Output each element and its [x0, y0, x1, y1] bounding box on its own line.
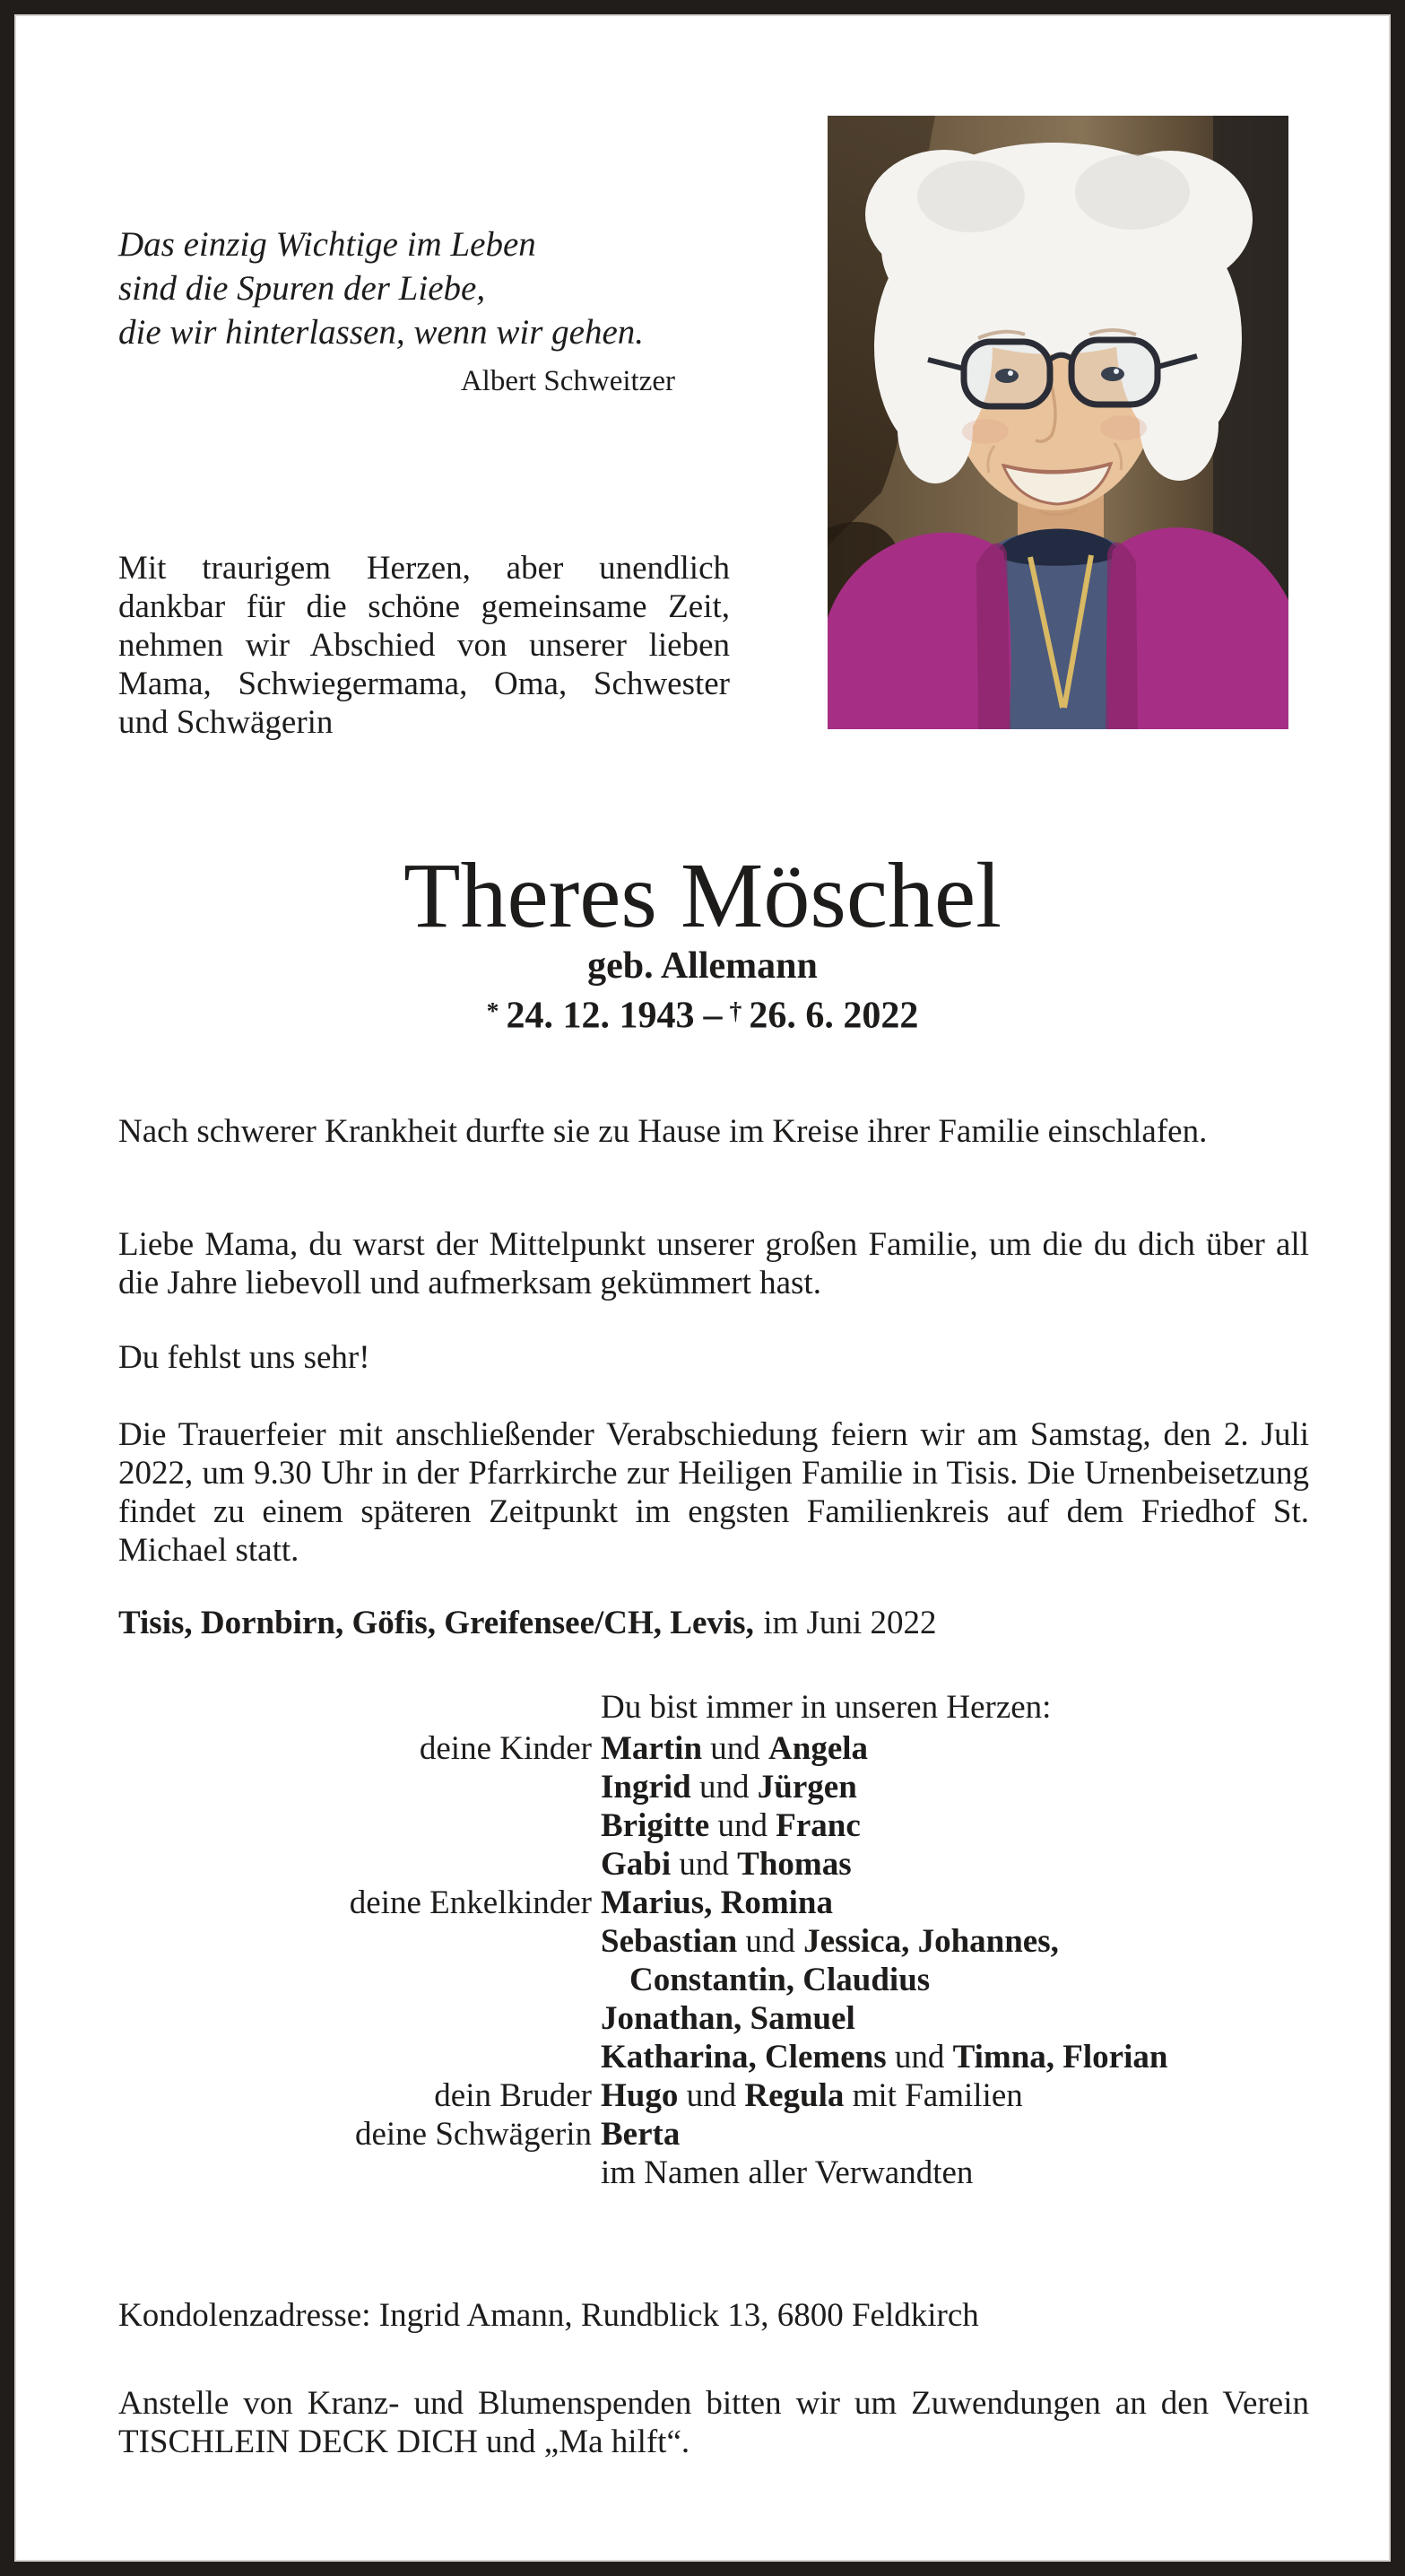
family-row-label: deine Enkelkinder [349, 1884, 592, 1921]
family-row-names [601, 1729, 1338, 1768]
family-row-names [601, 2154, 1338, 2192]
birth-date: 24. 12. 1943 [506, 995, 695, 1037]
family-member-name: Ingrid [601, 1769, 691, 1806]
family-connector-text: im Namen aller Verwandten [601, 2154, 974, 2191]
portrait-illustration [828, 116, 1288, 729]
family-connector-text: und [690, 1769, 758, 1806]
family-connector-text: und [678, 2077, 745, 2114]
donation-note: Anstelle von Kranz- und Blumenspenden bitten wir um Zuwendungen an den Verein TISCHLEIN DECK DICH und „Ma hilft“. [118, 2385, 1309, 2460]
dateline-date: im Juni 2022 [763, 1605, 937, 1641]
family-row-names [601, 1961, 1338, 1999]
death-date: 26. 6. 2022 [749, 995, 919, 1037]
family-row-label [118, 1806, 601, 1845]
family-member-name: Marius, Romina [601, 1884, 833, 1921]
paragraph-missing: Du fehlst uns sehr! [118, 1339, 370, 1376]
family-row-names [601, 1922, 1338, 1961]
family-row-names [601, 2115, 1338, 2154]
memorial-heading: Du bist immer in unseren Herzen: [601, 1689, 1052, 1726]
family-row-names [601, 1806, 1338, 1845]
dates-separator: – [703, 995, 723, 1037]
family-row [118, 2115, 1338, 2154]
paragraph-passing: Nach schwerer Krankheit durfte sie zu Hause im Kreise ihrer Familie einschlafen. [118, 1113, 1208, 1150]
family-row-names [601, 1884, 1338, 1922]
family-row [118, 2076, 1338, 2115]
maiden-name: geb. Allemann [587, 945, 818, 987]
family-row-label: dein Bruder [434, 2077, 592, 2114]
quote-line-2: sind die Spuren der Liebe, [118, 269, 486, 308]
family-member-name: Sebastian [601, 1923, 738, 1960]
family-row-label [118, 1768, 601, 1806]
family-connector-text: mit Familien [844, 2077, 1023, 2114]
family-member-name: Franc [776, 1807, 861, 1844]
family-row [118, 1922, 1338, 1961]
family-row-label [118, 1999, 601, 2038]
family-row-label [118, 1922, 601, 1961]
family-member-name: Regula [744, 2077, 845, 2114]
family-list [118, 1729, 1338, 2192]
birth-symbol: * [486, 996, 499, 1024]
family-connector-text: und [702, 1730, 769, 1767]
quote-line-3: die wir hinterlassen, wenn wir gehen. [118, 313, 645, 352]
family-row-label: deine Kinder [419, 1730, 592, 1767]
dateline [118, 1604, 1309, 1642]
family-connector-text: und [737, 1923, 804, 1960]
family-row [118, 2038, 1338, 2076]
clothing [828, 527, 1288, 729]
family-member-name: Jonathan, Samuel [601, 2000, 855, 2037]
family-member-name: Berta [601, 2116, 681, 2153]
family-row-names [601, 2076, 1338, 2115]
family-row [118, 1768, 1338, 1806]
quote-line-1: Das einzig Wichtige im Leben [118, 225, 536, 264]
life-dates [14, 988, 1391, 1038]
family-member-name: Timna, Florian [952, 2039, 1168, 2076]
family-row-names [601, 1768, 1338, 1806]
family-member-name: Angela [768, 1730, 869, 1767]
family-member-name: Constantin, Claudius [629, 1962, 931, 1998]
family-connector-text: und [671, 1846, 738, 1883]
portrait-photo [828, 116, 1288, 729]
family-connector-text: und [886, 2039, 953, 2076]
family-member-name: Hugo [601, 2077, 679, 2114]
family-member-name: Gabi [601, 1846, 672, 1883]
family-row-names [601, 1845, 1338, 1884]
family-member-name: Jessica, Johannes, [803, 1923, 1059, 1960]
family-row-label: deine Schwägerin [354, 2116, 592, 2153]
paragraph-funeral: Die Trauerfeier mit anschließender Verabschiedung feiern wir am Samstag, den 2. Juli 2022, um 9.30 Uhr in der Pfarrkirche zur Heiligen Familie in Tisis. Die Urnenbeisetzung findet zu einem späteren Zeitpunkt im engsten Familienkreis auf dem Friedhof St. Michael statt. [118, 1416, 1309, 1569]
family-row-label [118, 1845, 601, 1884]
family-connector-text: und [709, 1807, 776, 1844]
family-row-names [601, 1999, 1338, 2038]
deceased-name: Theres Möschel [403, 844, 1002, 947]
family-row [118, 2154, 1338, 2192]
family-row [118, 1961, 1338, 1999]
family-row-label [118, 1961, 601, 1999]
family-row [118, 1884, 1338, 1922]
family-row [118, 1999, 1338, 2038]
family-member-name: Thomas [737, 1846, 852, 1883]
family-row [118, 1806, 1338, 1845]
family-row-names [601, 2038, 1338, 2076]
quote-block [118, 222, 679, 399]
quote-attribution: Albert Schweitzer [460, 365, 675, 397]
family-row-label [118, 2038, 601, 2076]
family-member-name: Katharina, Clemens [601, 2039, 887, 2076]
death-symbol: † [729, 996, 742, 1024]
paragraph-mama: Liebe Mama, du warst der Mittelpunkt unserer großen Familie, um die du dich über all die Jahre liebevoll und aufmerksam gekümmert hast. [118, 1226, 1309, 1301]
family-row [118, 1845, 1338, 1884]
family-member-name: Jürgen [757, 1769, 857, 1806]
family-member-name: Martin [601, 1730, 703, 1767]
intro-paragraph: Mit traurigem Herzen, aber unendlich dankbar für die schöne gemeinsame Zeit, nehmen wir Abschied von unserer lieben Mama, Schwiegermama, Oma, Schwester und Schwägerin [118, 550, 730, 741]
family-member-name: Brigitte [601, 1807, 710, 1844]
dateline-places: Tisis, Dornbirn, Göfis, Greifensee/CH, Levis, [118, 1605, 754, 1641]
family-row [118, 1729, 1338, 1768]
family-row-label [118, 2154, 601, 2192]
condolence-address: Kondolenzadresse: Ingrid Amann, Rundblick 13, 6800 Feldkirch [118, 2297, 979, 2334]
